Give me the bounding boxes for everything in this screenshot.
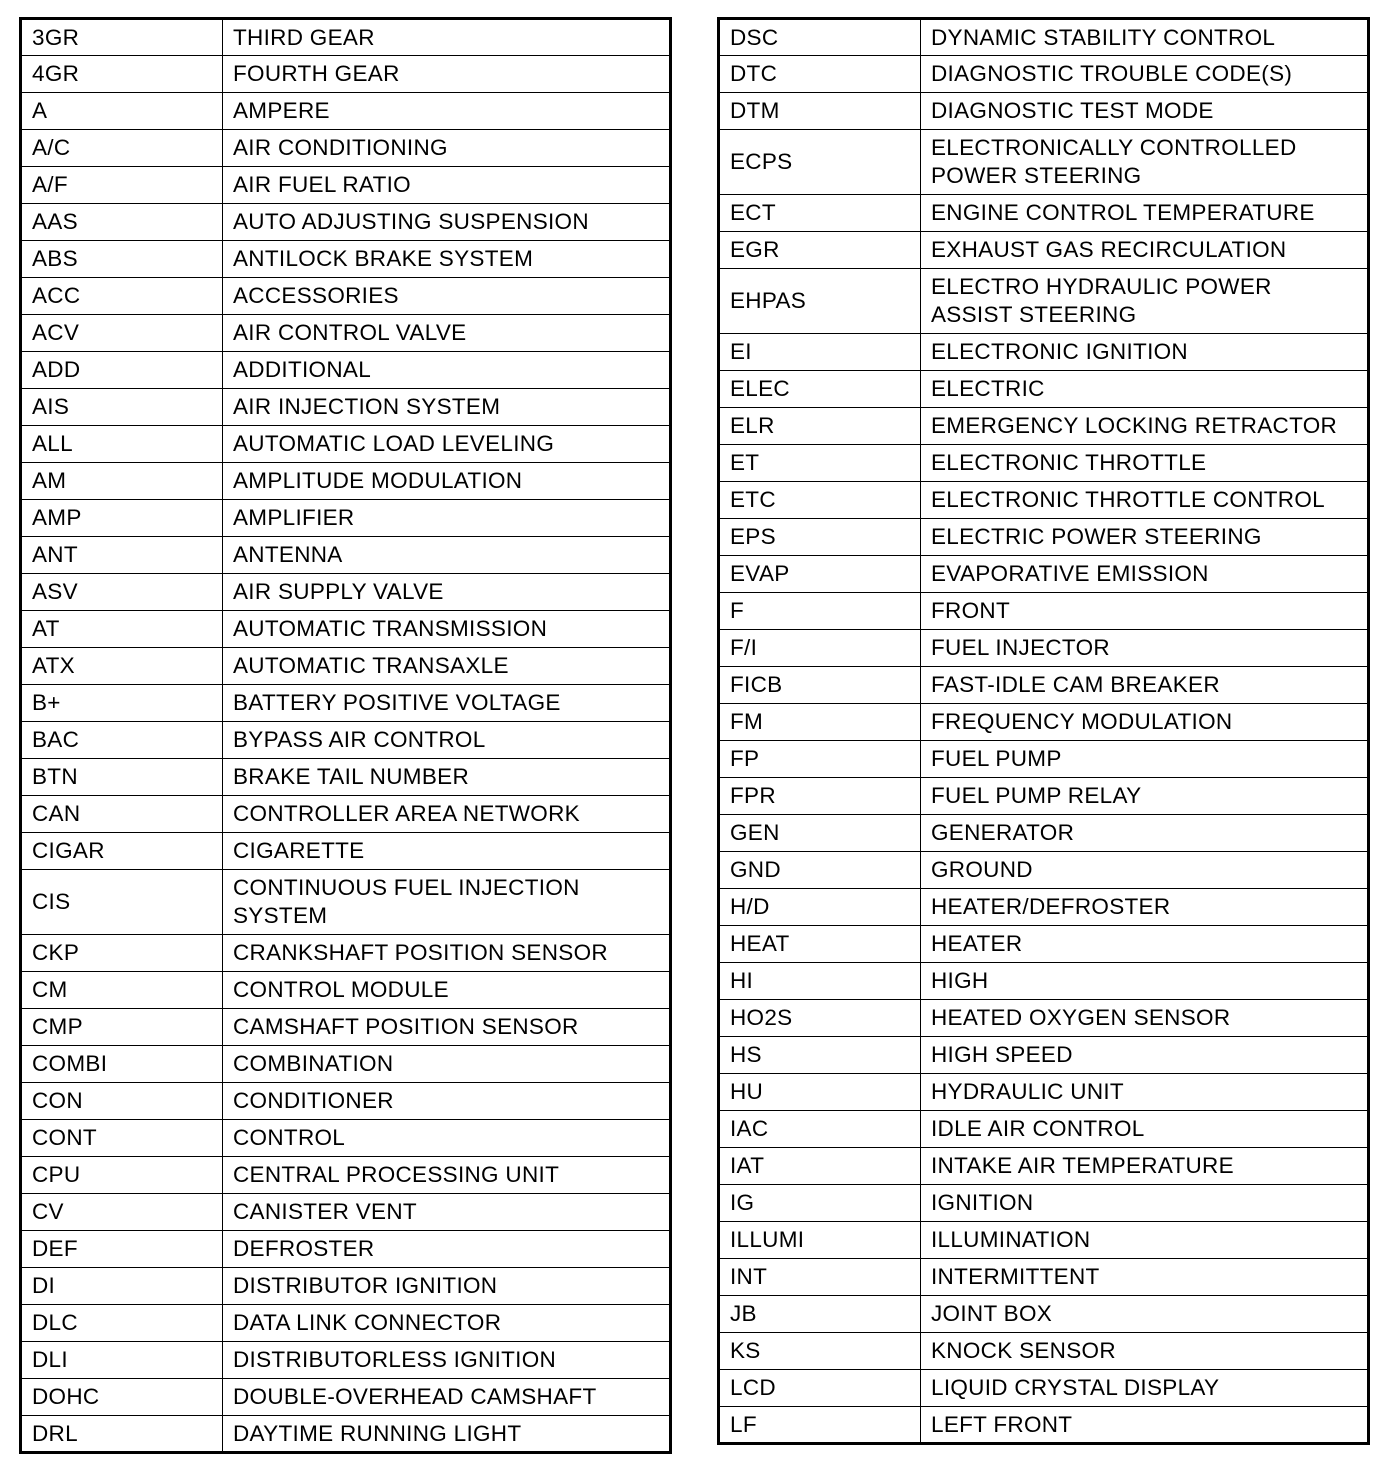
abbreviation-row: [719, 852, 1369, 889]
abbreviation-code: CAN: [21, 796, 223, 833]
abbreviation-row: [21, 426, 671, 463]
abbreviation-meaning: CANISTER VENT: [223, 1194, 671, 1231]
abbreviation-code: A/F: [21, 167, 223, 204]
abbreviation-meaning: ADDITIONAL: [223, 352, 671, 389]
abbreviation-code: CKP: [21, 935, 223, 972]
abbreviation-code: CON: [21, 1083, 223, 1120]
abbreviation-code: EVAP: [719, 556, 921, 593]
abbreviation-row: [21, 648, 671, 685]
abbreviation-code: LCD: [719, 1370, 921, 1407]
abbreviation-code: ECT: [719, 195, 921, 232]
abbreviation-code: ECPS: [719, 130, 921, 195]
abbreviation-code: HS: [719, 1037, 921, 1074]
abbreviation-meaning: CENTRAL PROCESSING UNIT: [223, 1157, 671, 1194]
abbreviation-meaning: AMPLIFIER: [223, 500, 671, 537]
abbreviation-code: LF: [719, 1407, 921, 1444]
abbreviation-meaning: CRANKSHAFT POSITION SENSOR: [223, 935, 671, 972]
abbreviation-row: [719, 1407, 1369, 1444]
abbreviation-row: [21, 19, 671, 56]
abbreviation-row: [21, 537, 671, 574]
abbreviation-row: [719, 1296, 1369, 1333]
abbreviation-code: A/C: [21, 130, 223, 167]
abbreviation-row: [719, 482, 1369, 519]
abbreviation-code: DEF: [21, 1231, 223, 1268]
abbreviation-meaning: ACCESSORIES: [223, 278, 671, 315]
abbreviation-code: DLC: [21, 1305, 223, 1342]
abbreviation-row: [21, 1046, 671, 1083]
abbreviation-row: [21, 935, 671, 972]
abbreviation-meaning: FUEL PUMP RELAY: [921, 778, 1369, 815]
abbreviation-row: [719, 445, 1369, 482]
abbreviation-code: ANT: [21, 537, 223, 574]
abbreviation-code: HEAT: [719, 926, 921, 963]
abbreviation-row: [21, 1268, 671, 1305]
abbreviation-meaning: INTAKE AIR TEMPERATURE: [921, 1148, 1369, 1185]
abbreviation-row: [21, 685, 671, 722]
abbreviation-meaning: GROUND: [921, 852, 1369, 889]
abbreviation-row: [719, 1333, 1369, 1370]
abbreviation-code: HU: [719, 1074, 921, 1111]
abbreviation-meaning: BRAKE TAIL NUMBER: [223, 759, 671, 796]
abbreviation-meaning: EMERGENCY LOCKING RETRACTOR: [921, 408, 1369, 445]
abbreviation-row: [719, 1111, 1369, 1148]
abbreviation-meaning: FREQUENCY MODULATION: [921, 704, 1369, 741]
abbreviation-meaning: ELECTRONICALLY CONTROLLED POWER STEERING: [921, 130, 1369, 195]
abbreviation-row: [719, 704, 1369, 741]
abbreviation-meaning: ELECTRONIC IGNITION: [921, 334, 1369, 371]
abbreviation-code: ILLUMI: [719, 1222, 921, 1259]
abbreviation-meaning: BYPASS AIR CONTROL: [223, 722, 671, 759]
abbreviation-code: EI: [719, 334, 921, 371]
abbreviation-meaning: ELECTRO HYDRAULIC POWER ASSIST STEERING: [921, 269, 1369, 334]
abbreviation-meaning: CIGARETTE: [223, 833, 671, 870]
abbreviation-meaning: EVAPORATIVE EMISSION: [921, 556, 1369, 593]
abbreviation-code: GND: [719, 852, 921, 889]
abbreviation-row: [719, 1259, 1369, 1296]
abbreviation-meaning: CONTINUOUS FUEL INJECTION SYSTEM: [223, 870, 671, 935]
abbreviation-code: 4GR: [21, 56, 223, 93]
abbreviation-row: [719, 889, 1369, 926]
abbreviation-row: [21, 1083, 671, 1120]
abbreviation-row: [21, 1194, 671, 1231]
abbreviation-code: ELEC: [719, 371, 921, 408]
abbreviation-code: CM: [21, 972, 223, 1009]
abbreviation-row: [719, 195, 1369, 232]
abbreviation-row: [21, 611, 671, 648]
abbreviation-meaning: INTERMITTENT: [921, 1259, 1369, 1296]
right-table-body: [719, 19, 1369, 1444]
abbreviation-row: [719, 593, 1369, 630]
abbreviation-code: FP: [719, 741, 921, 778]
abbreviation-code: GEN: [719, 815, 921, 852]
abbreviation-row: [21, 463, 671, 500]
abbreviation-meaning: ELECTRIC: [921, 371, 1369, 408]
abbreviation-code: CV: [21, 1194, 223, 1231]
abbreviation-meaning: AUTOMATIC TRANSAXLE: [223, 648, 671, 685]
abbreviation-row: [719, 1074, 1369, 1111]
abbreviation-code: HI: [719, 963, 921, 1000]
abbreviation-row: [21, 722, 671, 759]
abbreviation-meaning: AUTOMATIC LOAD LEVELING: [223, 426, 671, 463]
abbreviation-meaning: DATA LINK CONNECTOR: [223, 1305, 671, 1342]
abbreviation-meaning: DIAGNOSTIC TEST MODE: [921, 93, 1369, 130]
abbreviation-code: CIS: [21, 870, 223, 935]
abbreviation-code: EPS: [719, 519, 921, 556]
abbreviation-row: [719, 926, 1369, 963]
abbreviation-meaning: EXHAUST GAS RECIRCULATION: [921, 232, 1369, 269]
abbreviation-row: [21, 574, 671, 611]
abbreviation-meaning: ANTILOCK BRAKE SYSTEM: [223, 241, 671, 278]
abbreviation-code: AM: [21, 463, 223, 500]
abbreviation-code: DOHC: [21, 1379, 223, 1416]
abbreviation-code: CMP: [21, 1009, 223, 1046]
abbreviation-meaning: ENGINE CONTROL TEMPERATURE: [921, 195, 1369, 232]
abbreviation-code: JB: [719, 1296, 921, 1333]
abbreviation-row: [719, 1148, 1369, 1185]
abbreviation-meaning: DOUBLE-OVERHEAD CAMSHAFT: [223, 1379, 671, 1416]
abbreviation-meaning: LIQUID CRYSTAL DISPLAY: [921, 1370, 1369, 1407]
abbreviation-code: AT: [21, 611, 223, 648]
abbreviation-code: AIS: [21, 389, 223, 426]
abbreviation-meaning: HIGH SPEED: [921, 1037, 1369, 1074]
abbreviation-row: [21, 759, 671, 796]
abbreviation-meaning: HEATER: [921, 926, 1369, 963]
abbreviation-meaning: JOINT BOX: [921, 1296, 1369, 1333]
abbreviation-row: [719, 130, 1369, 195]
abbreviation-code: ACV: [21, 315, 223, 352]
abbreviation-meaning: THIRD GEAR: [223, 19, 671, 56]
abbreviation-code: ACC: [21, 278, 223, 315]
abbreviation-row: [719, 334, 1369, 371]
abbreviation-row: [21, 1416, 671, 1453]
abbreviation-meaning: FUEL INJECTOR: [921, 630, 1369, 667]
abbreviation-row: [719, 963, 1369, 1000]
abbreviation-meaning: IGNITION: [921, 1185, 1369, 1222]
abbreviation-row: [719, 741, 1369, 778]
abbreviation-code: ATX: [21, 648, 223, 685]
abbreviation-code: CIGAR: [21, 833, 223, 870]
left-table-body: [21, 19, 671, 1453]
abbreviation-row: [21, 204, 671, 241]
abbreviation-meaning: HYDRAULIC UNIT: [921, 1074, 1369, 1111]
abbreviation-meaning: AIR CONTROL VALVE: [223, 315, 671, 352]
abbreviation-code: ELR: [719, 408, 921, 445]
abbreviation-row: [719, 269, 1369, 334]
abbreviation-meaning: AUTOMATIC TRANSMISSION: [223, 611, 671, 648]
abbreviation-row: [21, 1157, 671, 1194]
abbreviation-meaning: AIR FUEL RATIO: [223, 167, 671, 204]
abbreviation-code: A: [21, 93, 223, 130]
abbreviation-row: [21, 167, 671, 204]
abbreviation-meaning: AMPERE: [223, 93, 671, 130]
abbreviation-row: [719, 232, 1369, 269]
abbreviation-code: ADD: [21, 352, 223, 389]
abbreviation-meaning: ILLUMINATION: [921, 1222, 1369, 1259]
abbreviation-row: [21, 1379, 671, 1416]
abbreviation-row: [21, 500, 671, 537]
abbreviation-row: [21, 1120, 671, 1157]
abbreviation-row: [21, 93, 671, 130]
abbreviation-code: FICB: [719, 667, 921, 704]
abbreviation-meaning: HEATER/DEFROSTER: [921, 889, 1369, 926]
abbreviation-code: DTM: [719, 93, 921, 130]
abbreviation-row: [719, 93, 1369, 130]
abbreviation-code: EGR: [719, 232, 921, 269]
abbreviation-code: IAT: [719, 1148, 921, 1185]
abbreviation-code: 3GR: [21, 19, 223, 56]
abbreviation-row: [21, 972, 671, 1009]
abbreviation-meaning: CAMSHAFT POSITION SENSOR: [223, 1009, 671, 1046]
abbreviation-row: [21, 315, 671, 352]
abbreviation-meaning: FOURTH GEAR: [223, 56, 671, 93]
abbreviation-row: [719, 630, 1369, 667]
abbreviation-row: [21, 130, 671, 167]
abbreviation-code: ETC: [719, 482, 921, 519]
abbreviation-row: [719, 1222, 1369, 1259]
abbreviation-table-right: [717, 17, 1370, 1445]
abbreviation-row: [21, 278, 671, 315]
abbreviation-row: [719, 1185, 1369, 1222]
abbreviation-meaning: HIGH: [921, 963, 1369, 1000]
abbreviation-meaning: AIR INJECTION SYSTEM: [223, 389, 671, 426]
abbreviation-row: [21, 241, 671, 278]
abbreviation-row: [719, 815, 1369, 852]
abbreviation-row: [21, 1342, 671, 1379]
abbreviation-code: ABS: [21, 241, 223, 278]
abbreviation-meaning: ELECTRIC POWER STEERING: [921, 519, 1369, 556]
abbreviation-meaning: CONDITIONER: [223, 1083, 671, 1120]
abbreviation-code: CONT: [21, 1120, 223, 1157]
abbreviation-row: [21, 833, 671, 870]
abbreviation-meaning: IDLE AIR CONTROL: [921, 1111, 1369, 1148]
abbreviation-row: [719, 778, 1369, 815]
abbreviation-row: [719, 371, 1369, 408]
abbreviation-meaning: HEATED OXYGEN SENSOR: [921, 1000, 1369, 1037]
abbreviation-code: ALL: [21, 426, 223, 463]
abbreviation-row: [21, 1305, 671, 1342]
abbreviation-code: EHPAS: [719, 269, 921, 334]
abbreviation-meaning: DYNAMIC STABILITY CONTROL: [921, 19, 1369, 56]
abbreviation-row: [21, 56, 671, 93]
abbreviation-meaning: FRONT: [921, 593, 1369, 630]
abbreviation-meaning: AMPLITUDE MODULATION: [223, 463, 671, 500]
abbreviation-code: B+: [21, 685, 223, 722]
abbreviation-row: [21, 796, 671, 833]
abbreviation-meaning: COMBINATION: [223, 1046, 671, 1083]
abbreviation-code: AAS: [21, 204, 223, 241]
abbreviation-row: [719, 19, 1369, 56]
abbreviation-meaning: FUEL PUMP: [921, 741, 1369, 778]
abbreviation-meaning: DISTRIBUTOR IGNITION: [223, 1268, 671, 1305]
abbreviation-code: ET: [719, 445, 921, 482]
abbreviation-row: [21, 1231, 671, 1268]
abbreviation-meaning: DEFROSTER: [223, 1231, 671, 1268]
abbreviation-code: BAC: [21, 722, 223, 759]
abbreviation-code: INT: [719, 1259, 921, 1296]
abbreviation-code: DLI: [21, 1342, 223, 1379]
abbreviation-meaning: CONTROLLER AREA NETWORK: [223, 796, 671, 833]
abbreviation-code: AMP: [21, 500, 223, 537]
abbreviation-row: [21, 389, 671, 426]
abbreviation-code: F: [719, 593, 921, 630]
abbreviation-code: COMBI: [21, 1046, 223, 1083]
abbreviation-meaning: LEFT FRONT: [921, 1407, 1369, 1444]
abbreviation-meaning: ANTENNA: [223, 537, 671, 574]
abbreviation-meaning: ELECTRONIC THROTTLE CONTROL: [921, 482, 1369, 519]
abbreviation-row: [719, 408, 1369, 445]
abbreviation-meaning: GENERATOR: [921, 815, 1369, 852]
abbreviation-code: HO2S: [719, 1000, 921, 1037]
abbreviation-row: [21, 352, 671, 389]
abbreviation-meaning: AIR CONDITIONING: [223, 130, 671, 167]
abbreviation-code: FM: [719, 704, 921, 741]
abbreviation-code: DSC: [719, 19, 921, 56]
abbreviation-row: [719, 519, 1369, 556]
abbreviation-meaning: DISTRIBUTORLESS IGNITION: [223, 1342, 671, 1379]
abbreviation-meaning: CONTROL: [223, 1120, 671, 1157]
abbreviation-row: [719, 1000, 1369, 1037]
abbreviation-meaning: FAST-IDLE CAM BREAKER: [921, 667, 1369, 704]
abbreviation-meaning: DAYTIME RUNNING LIGHT: [223, 1416, 671, 1453]
abbreviation-meaning: KNOCK SENSOR: [921, 1333, 1369, 1370]
abbreviation-row: [719, 56, 1369, 93]
abbreviation-code: IAC: [719, 1111, 921, 1148]
abbreviation-row: [719, 667, 1369, 704]
abbreviation-code: FPR: [719, 778, 921, 815]
abbreviation-row: [21, 1009, 671, 1046]
abbreviation-row: [719, 1370, 1369, 1407]
abbreviation-code: BTN: [21, 759, 223, 796]
abbreviation-code: DRL: [21, 1416, 223, 1453]
abbreviation-code: F/I: [719, 630, 921, 667]
abbreviation-code: DTC: [719, 56, 921, 93]
abbreviation-meaning: AIR SUPPLY VALVE: [223, 574, 671, 611]
abbreviation-row: [21, 870, 671, 935]
abbreviation-meaning: ELECTRONIC THROTTLE: [921, 445, 1369, 482]
abbreviation-meaning: CONTROL MODULE: [223, 972, 671, 1009]
abbreviation-code: H/D: [719, 889, 921, 926]
abbreviation-meaning: BATTERY POSITIVE VOLTAGE: [223, 685, 671, 722]
abbreviation-code: IG: [719, 1185, 921, 1222]
abbreviation-row: [719, 1037, 1369, 1074]
abbreviation-code: DI: [21, 1268, 223, 1305]
abbreviation-meaning: AUTO ADJUSTING SUSPENSION: [223, 204, 671, 241]
abbreviation-code: ASV: [21, 574, 223, 611]
abbreviation-meaning: DIAGNOSTIC TROUBLE CODE(S): [921, 56, 1369, 93]
abbreviation-code: CPU: [21, 1157, 223, 1194]
abbreviation-code: KS: [719, 1333, 921, 1370]
abbreviation-row: [719, 556, 1369, 593]
abbreviation-table-left: [19, 17, 672, 1454]
